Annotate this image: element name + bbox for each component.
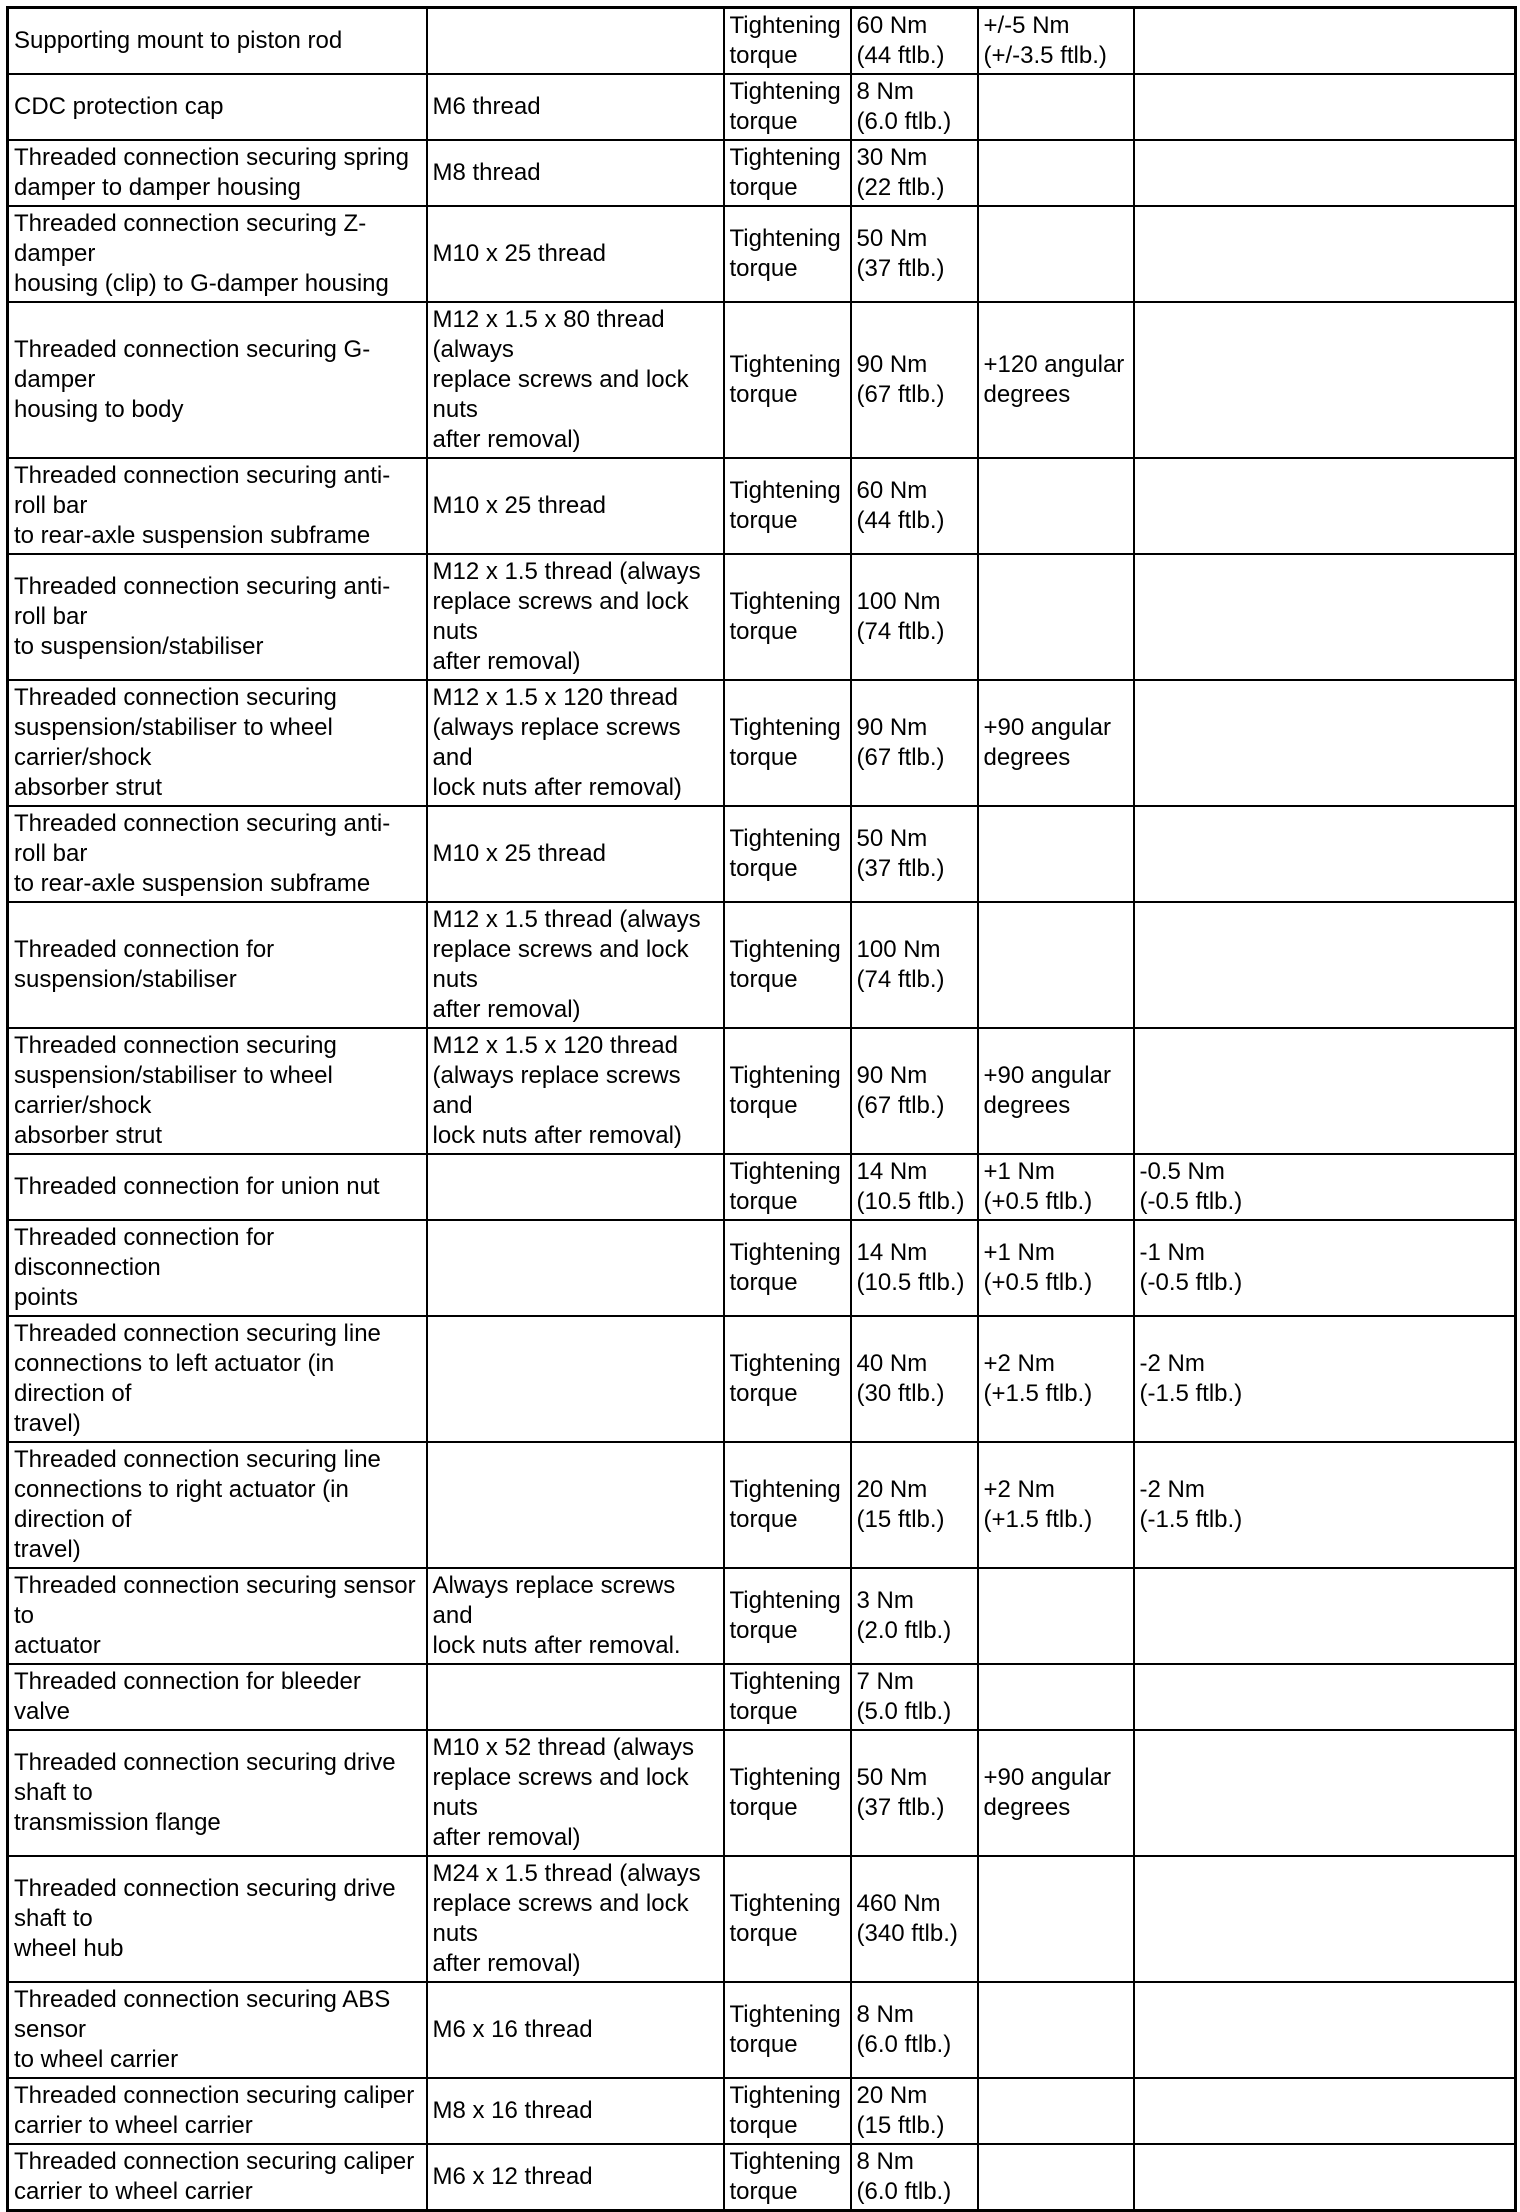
torque-type-cell	[724, 2078, 851, 2144]
tolerance-minus-cell	[1134, 1442, 1516, 1568]
torque-spec-table	[6, 6, 1517, 2212]
specification-cell	[427, 1730, 724, 1856]
torque-value-cell	[851, 1220, 978, 1316]
tolerance-plus-cell	[978, 1982, 1134, 2078]
table-row	[8, 74, 1516, 140]
tolerance-plus-text: +90 angular degrees	[983, 1764, 1111, 1821]
torque-value-text: 14 Nm (10.5 ftlb.)	[856, 1239, 965, 1296]
tolerance-plus-cell	[978, 1664, 1134, 1730]
component-text: Threaded connection securing anti-roll bar to rear-axle suspension subframe	[14, 810, 391, 897]
torque-type-text: Tightening torque	[729, 351, 841, 408]
torque-value-cell	[851, 1442, 978, 1568]
tolerance-minus-cell	[1134, 1664, 1516, 1730]
torque-value-text: 20 Nm (15 ftlb.)	[856, 1476, 945, 1533]
tolerance-minus-cell	[1134, 2144, 1516, 2211]
tolerance-minus-text: -1 Nm (-0.5 ftlb.)	[1139, 1239, 1243, 1296]
torque-type-text: Tightening torque	[729, 714, 841, 771]
torque-value-cell	[851, 74, 978, 140]
component-cell	[8, 140, 427, 206]
torque-type-text: Tightening torque	[729, 825, 841, 882]
tolerance-plus-text: +120 angular degrees	[983, 351, 1125, 408]
torque-type-text: Tightening torque	[729, 1158, 841, 1215]
tolerance-minus-cell	[1134, 806, 1516, 902]
component-cell	[8, 554, 427, 680]
component-cell	[8, 1316, 427, 1442]
torque-value-cell	[851, 1982, 978, 2078]
component-cell	[8, 1442, 427, 1568]
torque-value-cell	[851, 1316, 978, 1442]
tolerance-plus-cell	[978, 1568, 1134, 1664]
torque-type-text: Tightening torque	[729, 588, 841, 645]
tolerance-minus-cell	[1134, 74, 1516, 140]
tolerance-plus-cell	[978, 806, 1134, 902]
tolerance-minus-cell	[1134, 1568, 1516, 1664]
tolerance-plus-cell	[978, 1220, 1134, 1316]
specification-cell	[427, 74, 724, 140]
specification-text: M12 x 1.5 x 120 thread (always replace screws and lock nuts after removal)	[432, 684, 682, 801]
component-cell	[8, 1982, 427, 2078]
torque-type-cell	[724, 206, 851, 302]
specification-cell	[427, 680, 724, 806]
component-text: Threaded connection securing suspension/stabiliser to wheel carrier/shock absorber strut	[14, 1032, 337, 1149]
component-cell	[8, 2078, 427, 2144]
component-cell	[8, 8, 427, 75]
tolerance-minus-cell	[1134, 1982, 1516, 2078]
component-text: Threaded connection securing line connections to left actuator (in direction of travel)	[14, 1320, 381, 1437]
table-row	[8, 2144, 1516, 2211]
component-cell	[8, 2144, 427, 2211]
torque-type-cell	[724, 1316, 851, 1442]
tolerance-plus-cell	[978, 554, 1134, 680]
tolerance-minus-cell	[1134, 2078, 1516, 2144]
specification-cell	[427, 1442, 724, 1568]
table-row	[8, 140, 1516, 206]
tolerance-plus-text: +2 Nm (+1.5 ftlb.)	[983, 1476, 1093, 1533]
table-body	[8, 8, 1516, 2211]
component-text: Threaded connection securing Z-damper housing (clip) to G-damper housing	[14, 210, 389, 297]
specification-text: M12 x 1.5 x 120 thread (always replace screws and lock nuts after removal)	[432, 1032, 682, 1149]
component-text: Threaded connection securing drive shaft to transmission flange	[14, 1749, 396, 1836]
component-text: Threaded connection securing ABS sensor to wheel carrier	[14, 1986, 391, 2073]
component-cell	[8, 1028, 427, 1154]
tolerance-plus-cell	[978, 1028, 1134, 1154]
specification-cell	[427, 1220, 724, 1316]
table-row	[8, 1664, 1516, 1730]
torque-type-text: Tightening torque	[729, 1476, 841, 1533]
torque-value-cell	[851, 2144, 978, 2211]
component-cell	[8, 458, 427, 554]
torque-value-text: 20 Nm (15 ftlb.)	[856, 2082, 945, 2139]
component-cell	[8, 206, 427, 302]
torque-type-cell	[724, 1568, 851, 1664]
table-row	[8, 1316, 1516, 1442]
tolerance-plus-cell	[978, 1316, 1134, 1442]
tolerance-plus-cell	[978, 140, 1134, 206]
tolerance-plus-text: +90 angular degrees	[983, 714, 1111, 771]
tolerance-plus-cell	[978, 458, 1134, 554]
tolerance-plus-text: +1 Nm (+0.5 ftlb.)	[983, 1158, 1093, 1215]
specification-cell	[427, 2144, 724, 2211]
component-text: Threaded connection securing G-damper housing to body	[14, 336, 371, 423]
tolerance-plus-cell	[978, 1730, 1134, 1856]
table-row	[8, 1568, 1516, 1664]
torque-type-cell	[724, 140, 851, 206]
torque-value-text: 50 Nm (37 ftlb.)	[856, 225, 945, 282]
table-row	[8, 1154, 1516, 1220]
torque-value-text: 90 Nm (67 ftlb.)	[856, 714, 945, 771]
torque-type-cell	[724, 1220, 851, 1316]
specification-text: M12 x 1.5 thread (always replace screws and lock nuts after removal)	[432, 558, 701, 675]
table-row	[8, 8, 1516, 75]
tolerance-minus-text: -2 Nm (-1.5 ftlb.)	[1139, 1350, 1243, 1407]
component-cell	[8, 74, 427, 140]
specification-text: M10 x 52 thread (always replace screws and lock nuts after removal)	[432, 1734, 694, 1851]
table-row	[8, 1982, 1516, 2078]
specification-cell	[427, 1028, 724, 1154]
torque-type-text: Tightening torque	[729, 1890, 841, 1947]
tolerance-plus-cell	[978, 1856, 1134, 1982]
component-text: Threaded connection for bleeder valve	[14, 1668, 361, 1725]
torque-type-text: Tightening torque	[729, 1350, 841, 1407]
component-text: Threaded connection securing anti-roll bar to rear-axle suspension subframe	[14, 462, 391, 549]
torque-type-cell	[724, 1856, 851, 1982]
torque-value-cell	[851, 1856, 978, 1982]
table-row	[8, 680, 1516, 806]
specification-cell	[427, 1568, 724, 1664]
tolerance-plus-cell	[978, 680, 1134, 806]
specification-text: Always replace screws and lock nuts after removal.	[432, 1572, 681, 1659]
component-cell	[8, 1154, 427, 1220]
torque-type-text: Tightening torque	[729, 2001, 841, 2058]
torque-value-cell	[851, 140, 978, 206]
torque-value-text: 100 Nm (74 ftlb.)	[856, 936, 945, 993]
torque-value-text: 90 Nm (67 ftlb.)	[856, 351, 945, 408]
component-text: Threaded connection for disconnection points	[14, 1224, 275, 1311]
torque-type-text: Tightening torque	[729, 12, 841, 69]
torque-type-text: Tightening torque	[729, 78, 841, 135]
torque-value-text: 8 Nm (6.0 ftlb.)	[856, 2001, 952, 2058]
specification-cell	[427, 1664, 724, 1730]
torque-value-cell	[851, 2078, 978, 2144]
table-row	[8, 902, 1516, 1028]
torque-value-text: 40 Nm (30 ftlb.)	[856, 1350, 945, 1407]
tolerance-plus-text: +/-5 Nm (+/-3.5 ftlb.)	[983, 12, 1107, 69]
specification-cell	[427, 806, 724, 902]
table-row	[8, 554, 1516, 680]
torque-value-text: 8 Nm (6.0 ftlb.)	[856, 2148, 952, 2205]
tolerance-minus-cell	[1134, 140, 1516, 206]
specification-cell	[427, 2078, 724, 2144]
component-cell	[8, 1568, 427, 1664]
specification-cell	[427, 140, 724, 206]
specification-text: M6 x 12 thread	[432, 2163, 593, 2190]
torque-type-cell	[724, 2144, 851, 2211]
specification-text: M10 x 25 thread	[432, 840, 606, 867]
specification-text: M8 thread	[432, 159, 541, 186]
torque-value-cell	[851, 902, 978, 1028]
tolerance-plus-cell	[978, 902, 1134, 1028]
torque-value-text: 50 Nm (37 ftlb.)	[856, 1764, 945, 1821]
specification-cell	[427, 302, 724, 458]
component-text: Threaded connection securing caliper carrier to wheel carrier	[14, 2082, 415, 2139]
specification-text: M8 x 16 thread	[432, 2097, 593, 2124]
torque-type-cell	[724, 458, 851, 554]
specification-cell	[427, 554, 724, 680]
component-cell	[8, 1664, 427, 1730]
specification-text: M10 x 25 thread	[432, 492, 606, 519]
tolerance-minus-cell	[1134, 1856, 1516, 1982]
tolerance-minus-cell	[1134, 206, 1516, 302]
tolerance-plus-cell	[978, 2078, 1134, 2144]
tolerance-plus-cell	[978, 1442, 1134, 1568]
specification-cell	[427, 1154, 724, 1220]
component-text: CDC protection cap	[14, 93, 224, 120]
torque-type-text: Tightening torque	[729, 1062, 841, 1119]
specification-text: M12 x 1.5 x 80 thread (always replace screws and lock nuts after removal)	[432, 306, 689, 453]
torque-type-text: Tightening torque	[729, 1764, 841, 1821]
torque-value-text: 14 Nm (10.5 ftlb.)	[856, 1158, 965, 1215]
component-cell	[8, 902, 427, 1028]
torque-value-cell	[851, 1664, 978, 1730]
torque-value-cell	[851, 458, 978, 554]
torque-value-text: 460 Nm (340 ftlb.)	[856, 1890, 958, 1947]
torque-value-text: 50 Nm (37 ftlb.)	[856, 825, 945, 882]
table-row	[8, 2078, 1516, 2144]
torque-value-cell	[851, 1730, 978, 1856]
torque-value-cell	[851, 806, 978, 902]
table-row	[8, 1442, 1516, 1568]
torque-type-cell	[724, 1982, 851, 2078]
component-cell	[8, 680, 427, 806]
torque-value-cell	[851, 302, 978, 458]
specification-cell	[427, 1316, 724, 1442]
specification-cell	[427, 206, 724, 302]
component-cell	[8, 302, 427, 458]
torque-type-cell	[724, 1442, 851, 1568]
torque-type-cell	[724, 74, 851, 140]
component-cell	[8, 1856, 427, 1982]
torque-type-text: Tightening torque	[729, 1668, 841, 1725]
component-text: Threaded connection for union nut	[14, 1173, 380, 1200]
torque-type-text: Tightening torque	[729, 144, 841, 201]
torque-type-text: Tightening torque	[729, 2148, 841, 2205]
component-text: Threaded connection securing suspension/stabiliser to wheel carrier/shock absorber strut	[14, 684, 337, 801]
torque-type-cell	[724, 8, 851, 75]
tolerance-minus-cell	[1134, 1730, 1516, 1856]
tolerance-minus-cell	[1134, 302, 1516, 458]
tolerance-plus-cell	[978, 206, 1134, 302]
tolerance-plus-cell	[978, 1154, 1134, 1220]
specification-text: M24 x 1.5 thread (always replace screws and lock nuts after removal)	[432, 1860, 701, 1977]
table-row	[8, 206, 1516, 302]
torque-type-cell	[724, 806, 851, 902]
torque-type-text: Tightening torque	[729, 477, 841, 534]
torque-value-cell	[851, 206, 978, 302]
tolerance-minus-cell	[1134, 458, 1516, 554]
specification-text: M10 x 25 thread	[432, 240, 606, 267]
torque-value-text: 7 Nm (5.0 ftlb.)	[856, 1668, 952, 1725]
torque-value-text: 60 Nm (44 ftlb.)	[856, 477, 945, 534]
torque-type-cell	[724, 302, 851, 458]
torque-type-cell	[724, 1028, 851, 1154]
tolerance-minus-cell	[1134, 680, 1516, 806]
torque-value-cell	[851, 1028, 978, 1154]
specification-text: M6 thread	[432, 93, 541, 120]
torque-type-cell	[724, 1730, 851, 1856]
tolerance-plus-text: +1 Nm (+0.5 ftlb.)	[983, 1239, 1093, 1296]
table-row	[8, 1856, 1516, 1982]
torque-type-cell	[724, 902, 851, 1028]
tolerance-plus-cell	[978, 74, 1134, 140]
component-cell	[8, 1730, 427, 1856]
table-row	[8, 1220, 1516, 1316]
specification-cell	[427, 1982, 724, 2078]
tolerance-minus-cell	[1134, 1220, 1516, 1316]
component-cell	[8, 806, 427, 902]
torque-type-cell	[724, 680, 851, 806]
tolerance-plus-cell	[978, 8, 1134, 75]
table-row	[8, 302, 1516, 458]
torque-value-text: 3 Nm (2.0 ftlb.)	[856, 1587, 952, 1644]
torque-value-cell	[851, 554, 978, 680]
torque-value-cell	[851, 8, 978, 75]
component-text: Threaded connection for suspension/stabiliser	[14, 936, 275, 993]
torque-type-cell	[724, 1154, 851, 1220]
tolerance-plus-text: +90 angular degrees	[983, 1062, 1111, 1119]
torque-value-text: 100 Nm (74 ftlb.)	[856, 588, 945, 645]
torque-type-text: Tightening torque	[729, 225, 841, 282]
torque-type-text: Tightening torque	[729, 1587, 841, 1644]
torque-value-cell	[851, 680, 978, 806]
component-text: Threaded connection securing spring damper to damper housing	[14, 144, 409, 201]
torque-value-cell	[851, 1568, 978, 1664]
table-row	[8, 458, 1516, 554]
tolerance-minus-cell	[1134, 1028, 1516, 1154]
torque-value-text: 8 Nm (6.0 ftlb.)	[856, 78, 952, 135]
specification-cell	[427, 8, 724, 75]
tolerance-minus-cell	[1134, 1154, 1516, 1220]
tolerance-minus-text: -2 Nm (-1.5 ftlb.)	[1139, 1476, 1243, 1533]
component-text: Threaded connection securing anti-roll bar to suspension/stabiliser	[14, 573, 391, 660]
specification-cell	[427, 902, 724, 1028]
table-row	[8, 1730, 1516, 1856]
torque-value-cell	[851, 1154, 978, 1220]
component-text: Threaded connection securing drive shaft to wheel hub	[14, 1875, 396, 1962]
tolerance-plus-cell	[978, 302, 1134, 458]
specification-text: M12 x 1.5 thread (always replace screws and lock nuts after removal)	[432, 906, 701, 1023]
torque-type-text: Tightening torque	[729, 2082, 841, 2139]
torque-type-cell	[724, 1664, 851, 1730]
tolerance-minus-cell	[1134, 8, 1516, 75]
component-text: Threaded connection securing sensor to actuator	[14, 1572, 416, 1659]
component-cell	[8, 1220, 427, 1316]
torque-type-text: Tightening torque	[729, 1239, 841, 1296]
torque-type-cell	[724, 554, 851, 680]
tolerance-plus-cell	[978, 2144, 1134, 2211]
component-text: Supporting mount to piston rod	[14, 27, 343, 54]
tolerance-minus-cell	[1134, 554, 1516, 680]
tolerance-plus-text: +2 Nm (+1.5 ftlb.)	[983, 1350, 1093, 1407]
torque-value-text: 90 Nm (67 ftlb.)	[856, 1062, 945, 1119]
specification-text: M6 x 16 thread	[432, 2016, 593, 2043]
torque-type-text: Tightening torque	[729, 936, 841, 993]
specification-cell	[427, 1856, 724, 1982]
specification-cell	[427, 458, 724, 554]
table-row	[8, 806, 1516, 902]
tolerance-minus-text: -0.5 Nm (-0.5 ftlb.)	[1139, 1158, 1243, 1215]
tolerance-minus-cell	[1134, 902, 1516, 1028]
component-text: Threaded connection securing line connections to right actuator (in direction of travel)	[14, 1446, 381, 1563]
torque-value-text: 30 Nm (22 ftlb.)	[856, 144, 945, 201]
table-row	[8, 1028, 1516, 1154]
component-text: Threaded connection securing caliper carrier to wheel carrier	[14, 2148, 415, 2205]
tolerance-minus-cell	[1134, 1316, 1516, 1442]
torque-value-text: 60 Nm (44 ftlb.)	[856, 12, 945, 69]
